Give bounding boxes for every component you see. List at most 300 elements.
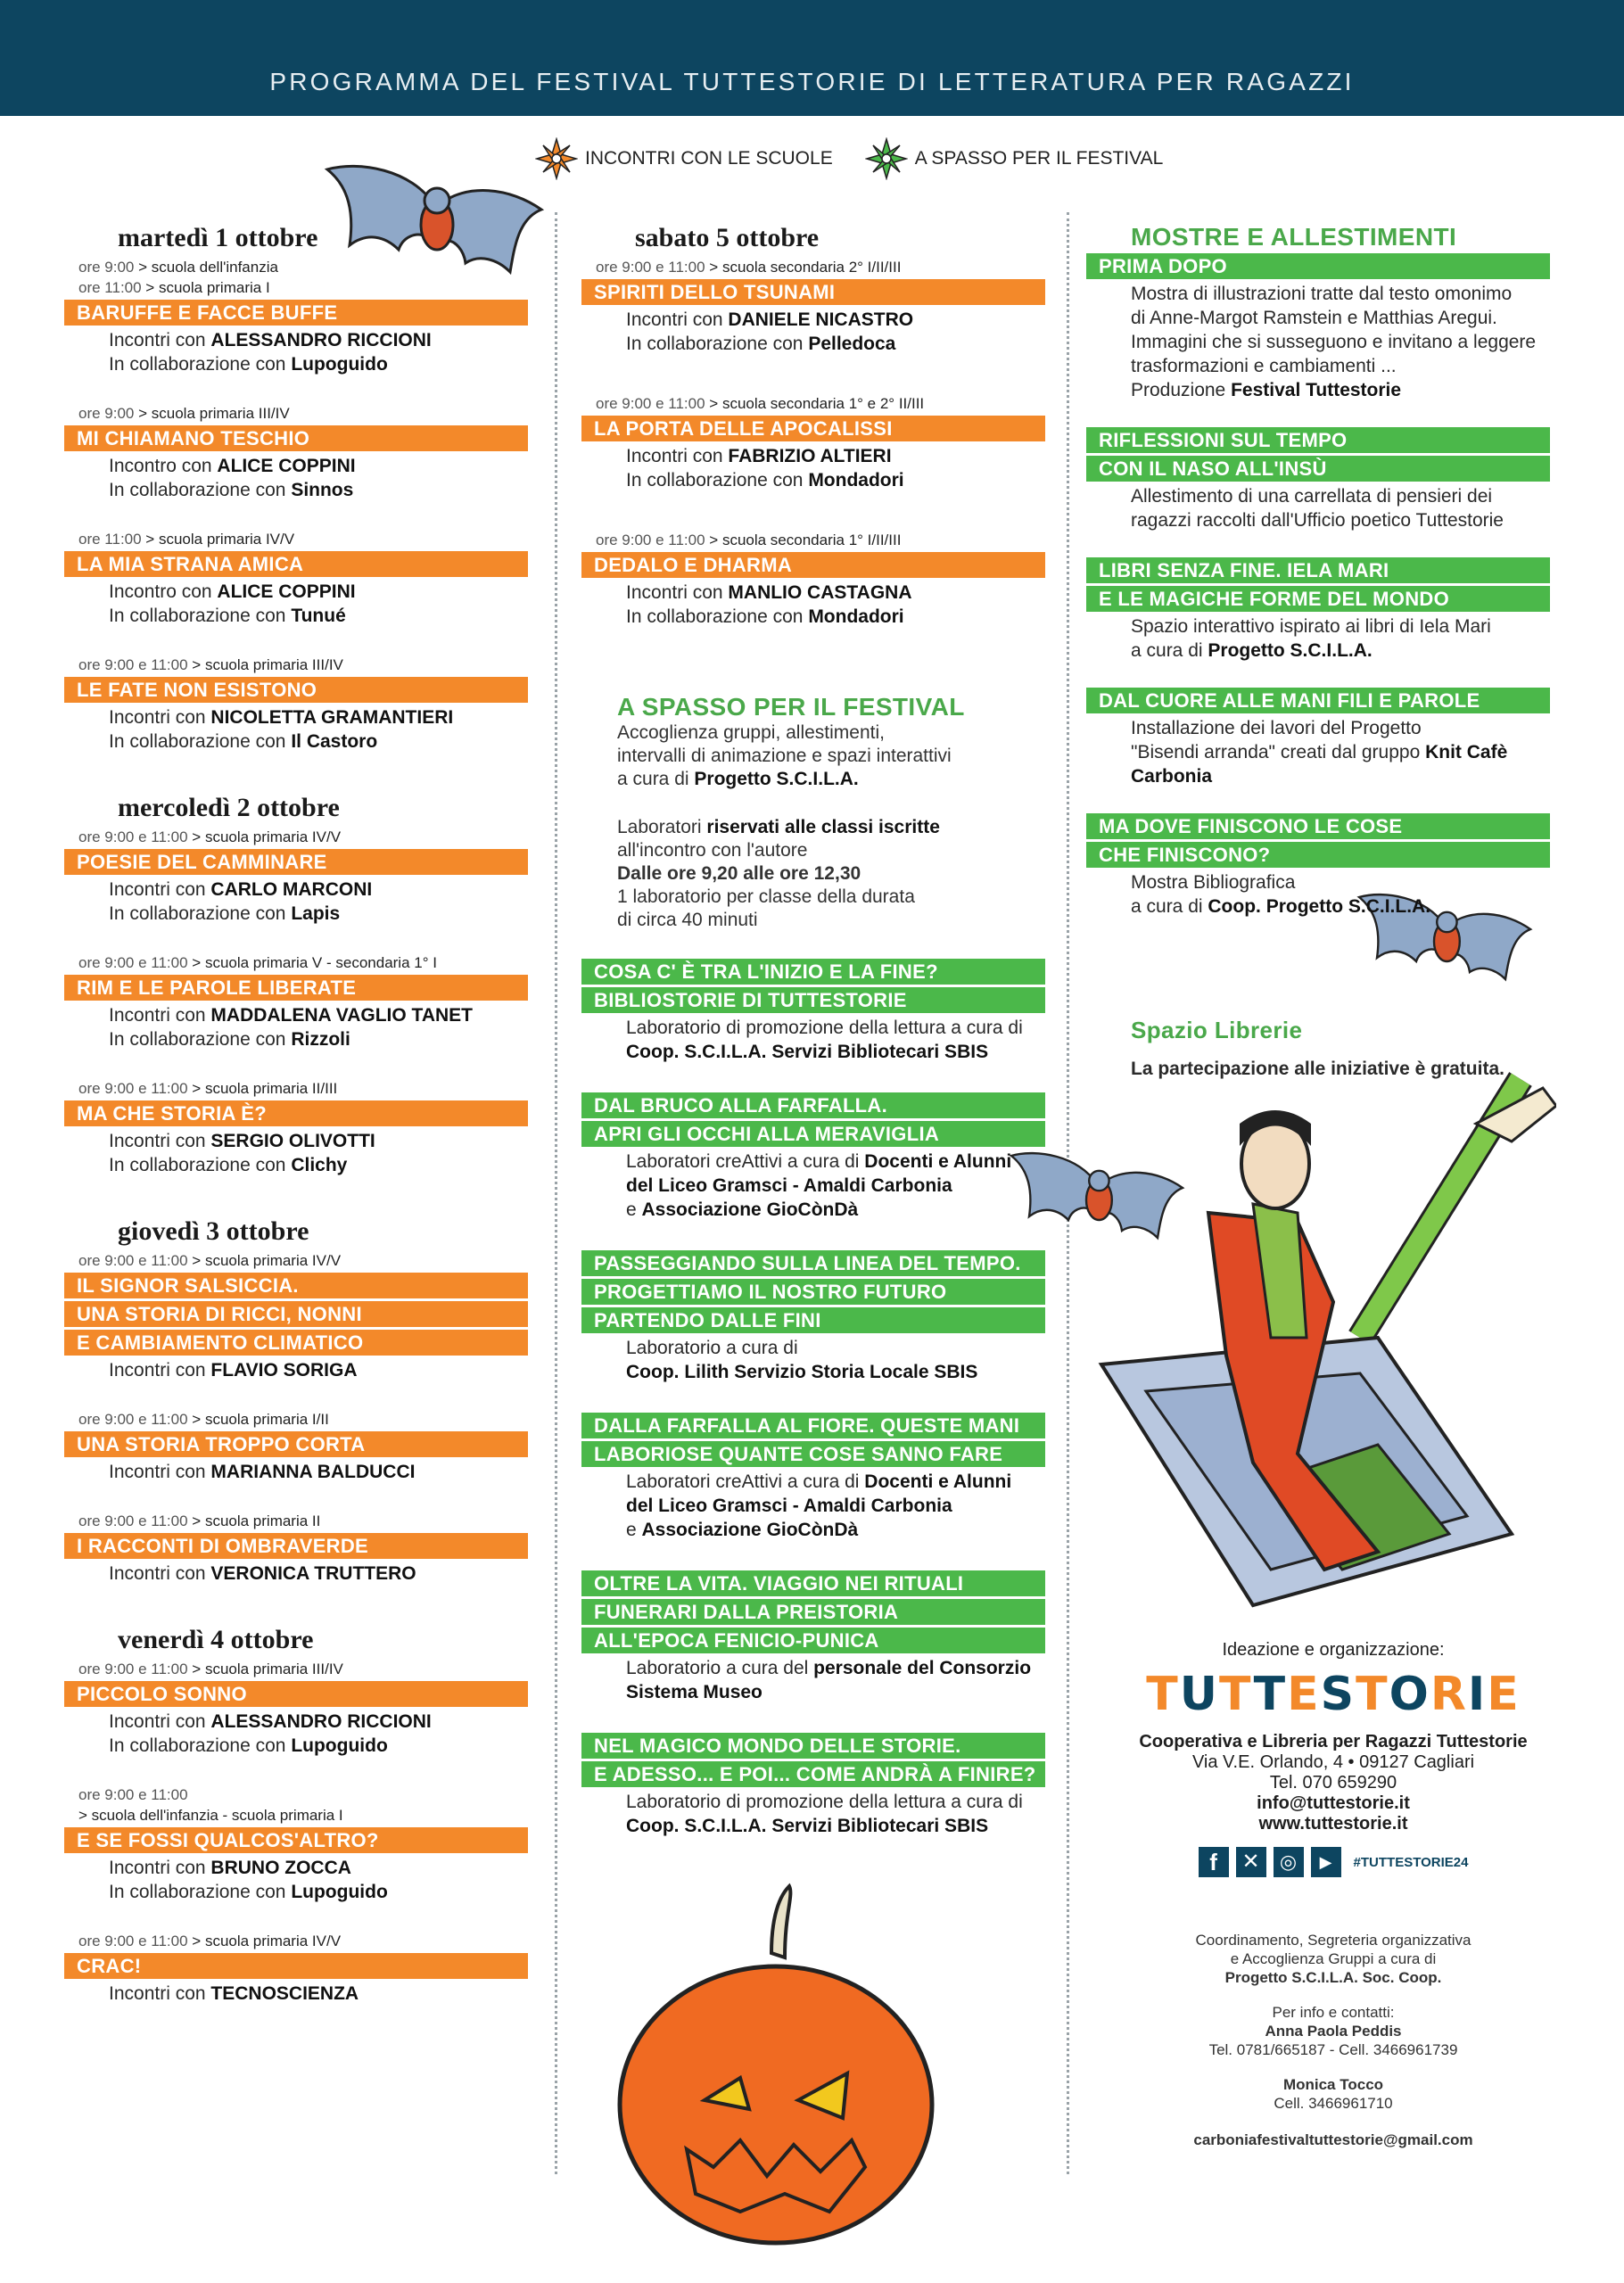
author-name: DANIELE NICASTRO (728, 309, 914, 330)
separator: > (705, 395, 722, 412)
event-time (78, 952, 528, 973)
event (64, 257, 528, 376)
publisher-name: Clichy (291, 1155, 348, 1175)
publisher-line (109, 1880, 528, 1904)
separator: > (187, 954, 205, 971)
separator: > (78, 1807, 92, 1824)
spazio-librerie-title: Spazio Librerie (1131, 1017, 1303, 1043)
separator: > (187, 1933, 205, 1949)
event-title-bar: MA CHE STORIA È? (64, 1100, 528, 1126)
author-name: TECNOSCIENZA (210, 1983, 359, 2004)
day-heading: venerdì 4 ottobre (118, 1625, 314, 1654)
time-hours: ore 9:00 e 11:00 (78, 1786, 188, 1803)
publisher-line (109, 902, 528, 926)
description-text: Spazio interattivo ispirato ai libri di Iela Mari (1131, 616, 1491, 637)
description-text: Allestimento di una carrellata di pensieri dei (1131, 486, 1493, 507)
time-hours: ore 9:00 e 11:00 (78, 1661, 188, 1677)
day-heading: sabato 5 ottobre (635, 223, 820, 252)
description-text: Mostra di illustrazioni tratte dal testo omonimo (1131, 284, 1513, 304)
event-time (78, 1409, 528, 1430)
column-exhibitions (1086, 223, 1550, 1081)
column-schools-week (64, 223, 528, 2006)
text: Laboratori (617, 817, 702, 837)
publisher-line (109, 1153, 528, 1177)
description-text: a cura di (1131, 640, 1208, 661)
description-line (626, 1198, 1045, 1222)
school-level: scuola primaria I/II (204, 1411, 329, 1428)
legend-schools (535, 137, 833, 180)
lab (581, 959, 1045, 1064)
legend-festival (865, 137, 1164, 180)
event (581, 393, 1045, 492)
festival-info (581, 693, 1045, 932)
organizer: Progetto S.C.I.L.A. (694, 769, 859, 789)
school-level: scuola primaria III/IV (204, 656, 343, 673)
event (64, 1931, 528, 2006)
event-time (78, 403, 528, 424)
school-level: scuola primaria IV/V (158, 531, 295, 548)
label: Incontro con (109, 456, 212, 476)
description-text: Coop. S.C.I.L.A. Servizi Bibliotecari SBIS (626, 1042, 989, 1062)
lab (581, 1733, 1045, 1838)
description-text: Progetto S.C.I.L.A. (1208, 640, 1373, 661)
instagram-icon[interactable]: ◎ (1274, 1847, 1304, 1877)
publisher-name: Lupoguido (291, 1735, 388, 1756)
exhibition (1086, 688, 1550, 788)
event-time (78, 1250, 528, 1271)
label: Incontri con (109, 879, 206, 900)
author-line (109, 1982, 528, 2006)
publisher-name: Mondadori (808, 470, 904, 490)
festival-text: intervalli di animazione e spazi interattivi (617, 746, 952, 766)
author-name: SERGIO OLIVOTTI (210, 1131, 375, 1151)
event (64, 1409, 528, 1484)
separator: > (134, 259, 152, 276)
author-line (109, 1562, 528, 1586)
event-title-bar: PROGETTIAMO IL NOSTRO FUTURO (581, 1279, 1045, 1305)
event-title-bar: E CAMBIAMENTO CLIMATICO (64, 1330, 528, 1356)
author-line (109, 1710, 528, 1734)
festival-text: 1 laboratorio per classe della durata (617, 886, 915, 907)
label: Incontri con (109, 1360, 206, 1381)
exhibition (1086, 427, 1550, 532)
description-text: Knit Cafè (1425, 742, 1508, 762)
description-text: "Bisendi arranda" creati dal gruppo (1131, 742, 1426, 762)
label: In collaborazione con (109, 480, 286, 500)
label: Incontri con (626, 309, 723, 330)
description-text: Associazione GioCònDà (641, 1199, 859, 1220)
description-line (1131, 764, 1550, 788)
label: In collaborazione con (109, 1735, 286, 1756)
event (64, 655, 528, 754)
spazio-librerie-text: La partecipazione alle iniziative è gratuita. (1131, 1059, 1504, 1079)
event-time (596, 530, 1045, 550)
event-title-bar: DEDALO E DHARMA (581, 552, 1045, 578)
separator: > (141, 279, 159, 296)
description-text: Sistema Museo (626, 1682, 763, 1702)
contact-name: Monica Tocco (1282, 2076, 1384, 2093)
publisher-name: Lapis (291, 903, 341, 924)
label: In collaborazione con (109, 606, 286, 626)
publisher-name: Lupoguido (291, 354, 388, 375)
event-time (78, 827, 528, 847)
author-name: ALESSANDRO RICCIONI (210, 330, 432, 350)
separator: > (187, 1661, 205, 1677)
event-title-bar: CRAC! (64, 1953, 528, 1979)
event-time (78, 1078, 528, 1099)
time-hours: ore 9:00 e 11:00 (78, 1411, 188, 1428)
org-name: Cooperativa e Libreria per Ragazzi Tuttestorie (1139, 1732, 1528, 1751)
label: In collaborazione con (109, 731, 286, 752)
description-text: Coop. S.C.I.L.A. Servizi Bibliotecari SBIS (626, 1816, 989, 1836)
school-level: scuola primaria IV/V (204, 1252, 342, 1269)
separator: > (187, 1080, 205, 1097)
publisher-name: Mondadori (808, 606, 904, 627)
description-text: Immagini che si susseguono e invitano a leggere (1131, 332, 1537, 352)
publisher-name: Il Castoro (291, 731, 378, 752)
event (581, 257, 1045, 356)
time-hours: ore 9:00 e 11:00 (596, 532, 705, 548)
description-text: Produzione (1131, 380, 1232, 400)
author-name: FABRIZIO ALTIERI (728, 446, 892, 466)
event-title-bar: POESIE DEL CAMMINARE (64, 849, 528, 875)
time-hours: ore 9:00 e 11:00 (78, 828, 188, 845)
event-time (78, 1511, 528, 1531)
event-title-bar: BIBLIOSTORIE DI TUTTESTORIE (581, 987, 1045, 1013)
school-level: scuola secondaria 1° e 2° II/III (721, 395, 925, 412)
event-time (78, 277, 528, 298)
separator: > (187, 1252, 205, 1269)
description-text: Laboratorio a cura di (626, 1338, 798, 1358)
description-line (626, 1470, 1045, 1494)
author-name: ALESSANDRO RICCIONI (210, 1711, 432, 1732)
school-level: scuola primaria II/III (204, 1080, 338, 1097)
org-website[interactable]: www.tuttestorie.it (1258, 1814, 1408, 1834)
description-line (1131, 508, 1550, 532)
description-line (1131, 639, 1550, 663)
label: Incontro con (109, 581, 212, 602)
publisher-name: Lupoguido (291, 1882, 388, 1902)
author-name: FLAVIO SORIGA (210, 1360, 358, 1381)
school-level: scuola primaria III/IV (151, 405, 290, 422)
label: Incontri con (109, 1005, 206, 1026)
exhibitions-title: MOSTRE E ALLESTIMENTI (1131, 223, 1457, 251)
publisher-line (626, 605, 1045, 629)
event (64, 1250, 528, 1382)
event-title-bar: DAL CUORE ALLE MANI FILI E PAROLE (1086, 688, 1550, 713)
time-hours: ore 9:00 e 11:00 (596, 259, 705, 276)
description-line (1131, 282, 1550, 306)
coord-line: Progetto S.C.I.L.A. Soc. Coop. (1224, 1969, 1442, 1986)
event (64, 403, 528, 502)
time-hours: ore 11:00 (78, 279, 142, 296)
legend (535, 132, 1195, 185)
description-text: di Anne-Margot Ramstein e Matthias Aregui. (1131, 308, 1497, 328)
description-line (1131, 740, 1550, 764)
label: In collaborazione con (109, 903, 286, 924)
festival-text (617, 768, 1045, 791)
hashtag: #TUTTESTORIE24 (1353, 1854, 1469, 1870)
school-level: scuola secondaria 2° I/II/III (721, 259, 902, 276)
school-level: scuola dell'infanzia - scuola primaria I (91, 1807, 343, 1824)
publisher-name: Pelledoca (808, 334, 896, 354)
event-title-bar: MA DOVE FINISCONO LE COSE (1086, 813, 1550, 839)
event-title-bar: DALLA FARFALLA AL FIORE. QUESTE MANI (581, 1413, 1045, 1438)
description-text: Mostra Bibliografica (1131, 872, 1296, 893)
coordination (1115, 1931, 1552, 1987)
description-text: Coop. Progetto S.C.I.L.A. (1208, 896, 1431, 917)
author-line (626, 444, 1045, 468)
description-text: personale del Consorzio (813, 1658, 1032, 1678)
description-text: e (626, 1520, 642, 1540)
time-hours: ore 9:00 e 11:00 (78, 1512, 188, 1529)
event-title-bar: E ADESSO... E POI... COME ANDRÀ A FINIRE? (581, 1761, 1045, 1787)
author-line (109, 1856, 528, 1880)
event-title-bar: FUNERARI DALLA PREISTORIA (581, 1599, 1045, 1625)
event-time (78, 1805, 528, 1826)
separator: > (187, 656, 205, 673)
column-saturday-festival (581, 223, 1045, 1838)
legend-festival-label: A SPASSO PER IL FESTIVAL (914, 148, 1164, 169)
publisher-line (109, 729, 528, 754)
exhibition (1086, 557, 1550, 663)
label: Incontri con (109, 1462, 206, 1482)
tuttestorie-logo: TUTTESTORIE (1146, 1668, 1521, 1721)
author-name: MANLIO CASTAGNA (728, 582, 912, 603)
event-title-bar: PRIMA DOPO (1086, 253, 1550, 279)
festival-hours: Dalle ore 9,20 alle ore 12,30 (617, 863, 861, 884)
contact-name: Anna Paola Peddis (1265, 2023, 1402, 2040)
coord-line: e Accoglienza Gruppi a cura di (1230, 1950, 1437, 1967)
lab (581, 1250, 1045, 1384)
author-line (626, 308, 1045, 332)
description-line (626, 1494, 1045, 1518)
event-title-bar: RIFLESSIONI SUL TEMPO (1086, 427, 1550, 453)
contacts-label: Per info e contatti: (1272, 2004, 1395, 2021)
description-line (1131, 614, 1550, 639)
label: Incontri con (626, 446, 723, 466)
event-title-bar: OLTRE LA VITA. VIAGGIO NEI RITUALI (581, 1570, 1045, 1596)
author-line (109, 705, 528, 729)
event (64, 529, 528, 628)
facebook-icon[interactable]: f (1199, 1847, 1229, 1877)
label: Incontri con (109, 1711, 206, 1732)
time-hours: ore 9:00 e 11:00 (78, 1080, 188, 1097)
label: Incontri con (109, 1131, 206, 1151)
author-line (109, 1003, 528, 1027)
social-row (1115, 1847, 1552, 1877)
event (64, 952, 528, 1051)
label: In collaborazione con (109, 354, 286, 375)
publisher-line (109, 352, 528, 376)
header-bar (0, 0, 1624, 116)
school-level: scuola primaria IV/V (204, 1933, 342, 1949)
separator: > (187, 1512, 205, 1529)
school-level: scuola primaria IV/V (204, 828, 342, 845)
youtube-icon[interactable]: ▶ (1311, 1847, 1341, 1877)
event-time (78, 257, 528, 277)
contact-tel: Cell. 3466961710 (1274, 2095, 1393, 2112)
page-title: PROGRAMMA DEL FESTIVAL TUTTESTORIE DI LETTERATURA PER RAGAZZI (269, 68, 1355, 95)
org-tel: Tel. 070 659290 (1269, 1773, 1397, 1793)
event-title-bar: DAL BRUCO ALLA FARFALLA. (581, 1092, 1045, 1118)
time-hours: ore 9:00 e 11:00 (78, 1252, 188, 1269)
event-title-bar: NEL MAGICO MONDO DELLE STORIE. (581, 1733, 1045, 1759)
description-text: ragazzi raccolti dall'Ufficio poetico Tuttestorie (1131, 510, 1504, 531)
publisher-line (109, 1027, 528, 1051)
author-line (109, 1460, 528, 1484)
spacer (64, 1586, 528, 1625)
event (64, 1784, 528, 1904)
description-line (1131, 354, 1550, 378)
description-text: Laboratorio a cura del (626, 1658, 814, 1678)
contacts (1115, 2003, 1552, 2149)
description-line (1131, 716, 1550, 740)
school-level: scuola primaria I (158, 279, 270, 296)
school-level: scuola primaria III/IV (204, 1661, 343, 1677)
event (64, 1511, 528, 1586)
label: In collaborazione con (626, 606, 804, 627)
label: In collaborazione con (109, 1155, 286, 1175)
description-text: Coop. Lilith Servizio Storia Locale SBIS (626, 1362, 978, 1382)
author-line (109, 454, 528, 478)
description-text: del Liceo Gramsci - Amaldi Carbonia (626, 1175, 952, 1196)
lab (581, 1092, 1045, 1222)
description-line (1131, 870, 1550, 894)
event-title-bar: RIM E LE PAROLE LIBERATE (64, 975, 528, 1001)
green-flower-icon (865, 137, 908, 180)
school-level: scuola primaria V - secondaria 1° I (204, 954, 437, 971)
event-time (596, 257, 1045, 277)
column-divider (555, 212, 557, 2174)
description-line (626, 1814, 1045, 1838)
author-name: ALICE COPPINI (217, 456, 356, 476)
exhibition (1086, 813, 1550, 919)
label: In collaborazione con (626, 334, 804, 354)
event-title-bar: LABORIOSE QUANTE COSE SANNO FARE (581, 1441, 1045, 1467)
description-line (626, 1150, 1045, 1174)
event-title-bar: PASSEGGIANDO SULLA LINEA DEL TEMPO. (581, 1250, 1045, 1276)
description-text: e (626, 1199, 642, 1220)
time-hours: ore 9:00 e 11:00 (596, 395, 705, 412)
description-line (626, 1174, 1045, 1198)
spacer (64, 1177, 528, 1216)
event-time (78, 655, 528, 675)
spacer (64, 754, 528, 793)
separator: > (134, 405, 152, 422)
festival-title: A SPASSO PER IL FESTIVAL (617, 693, 965, 721)
separator: > (705, 259, 722, 276)
event-title-bar: PICCOLO SONNO (64, 1681, 528, 1707)
publisher-line (109, 478, 528, 502)
org-address: Via V.E. Orlando, 4 • 09127 Cagliari (1191, 1752, 1475, 1772)
text-strong: riservati alle classi iscritte (706, 817, 940, 837)
time-hours: ore 9:00 (78, 405, 135, 422)
coord-line: Coordinamento, Segreteria organizzativa (1195, 1932, 1471, 1949)
author-name: NICOLETTA GRAMANTIERI (210, 707, 454, 728)
author-name: MARIANNA BALDUCCI (210, 1462, 416, 1482)
time-hours: ore 9:00 e 11:00 (78, 1933, 188, 1949)
description-text: Docenti e Alunni (864, 1151, 1012, 1172)
separator: > (187, 828, 205, 845)
event-time (78, 1931, 528, 1951)
description-line (1131, 306, 1550, 330)
publisher-name: Tunué (291, 606, 346, 626)
author-line (109, 878, 528, 902)
pumpkin-illustration (606, 1873, 945, 2247)
event-title-bar: I RACCONTI DI OMBRAVERDE (64, 1533, 528, 1559)
publisher-name: Rizzoli (291, 1029, 350, 1050)
label: Incontri con (109, 330, 206, 350)
author-name: BRUNO ZOCCA (210, 1858, 351, 1878)
label: Incontri con (109, 1983, 206, 2004)
time-hours: ore 9:00 e 11:00 (78, 954, 188, 971)
description-line (626, 1656, 1045, 1680)
description-text: a cura di (1131, 896, 1208, 917)
school-level: scuola primaria II (204, 1512, 321, 1529)
organization-block (1115, 1636, 1552, 2149)
org-email[interactable]: info@tuttestorie.it (1257, 1793, 1410, 1813)
event-title-bar: E LE MAGICHE FORME DEL MONDO (1086, 586, 1550, 612)
separator: > (187, 1411, 205, 1428)
description-text: Laboratorio di promozione della lettura a cura di (626, 1792, 1023, 1812)
author-name: ALICE COPPINI (217, 581, 356, 602)
description-text: Laboratorio di promozione della lettura a cura di (626, 1018, 1023, 1038)
description-text: Associazione GioCònDà (641, 1520, 859, 1540)
separator: > (141, 531, 159, 548)
event-time (78, 529, 528, 549)
author-line (109, 580, 528, 604)
event-title-bar: LIBRI SENZA FINE. IELA MARI (1086, 557, 1550, 583)
festival-text: all'incontro con l'autore (617, 840, 808, 861)
description-line (1131, 378, 1550, 402)
description-line (626, 1518, 1045, 1542)
event-title-bar: ALL'EPOCA FENICIO-PUNICA (581, 1628, 1045, 1653)
label: Incontri con (109, 1563, 206, 1584)
event (64, 1078, 528, 1177)
x-icon[interactable]: ✕ (1236, 1847, 1266, 1877)
author-name: VERONICA TRUTTERO (210, 1563, 416, 1584)
lab (581, 1413, 1045, 1542)
publisher-line (109, 604, 528, 628)
event (64, 1659, 528, 1758)
day-heading: giovedì 3 ottobre (118, 1216, 309, 1246)
event-title-bar: LE FATE NON ESISTONO (64, 677, 528, 703)
school-level: scuola dell'infanzia (151, 259, 278, 276)
event-title-bar: LA PORTA DELLE APOCALISSI (581, 416, 1045, 441)
event-title-bar: LA MIA STRANA AMICA (64, 551, 528, 577)
event (64, 827, 528, 926)
org-label: Ideazione e organizzazione: (1222, 1640, 1445, 1660)
exhibition (1086, 253, 1550, 402)
label: In collaborazione con (109, 1882, 286, 1902)
author-name: CARLO MARCONI (210, 879, 373, 900)
label: Incontri con (626, 582, 723, 603)
description-line (1131, 330, 1550, 354)
event-title-bar: SPIRITI DELLO TSUNAMI (581, 279, 1045, 305)
event-title-bar: CHE FINISCONO? (1086, 842, 1550, 868)
event-title-bar: UNA STORIA TROPPO CORTA (64, 1431, 528, 1457)
festival-email[interactable]: carboniafestivaltuttestorie@gmail.com (1193, 2131, 1473, 2148)
description-line (626, 1336, 1045, 1360)
author-name: MADDALENA VAGLIO TANET (210, 1005, 473, 1026)
event-title-bar: IL SIGNOR SALSICCIA. (64, 1273, 528, 1298)
description-text: Docenti e Alunni (864, 1471, 1012, 1492)
label: Incontri con (109, 707, 206, 728)
publisher-name: Sinnos (291, 480, 354, 500)
lab (581, 1570, 1045, 1704)
description-text: Festival Tuttestorie (1231, 380, 1402, 400)
